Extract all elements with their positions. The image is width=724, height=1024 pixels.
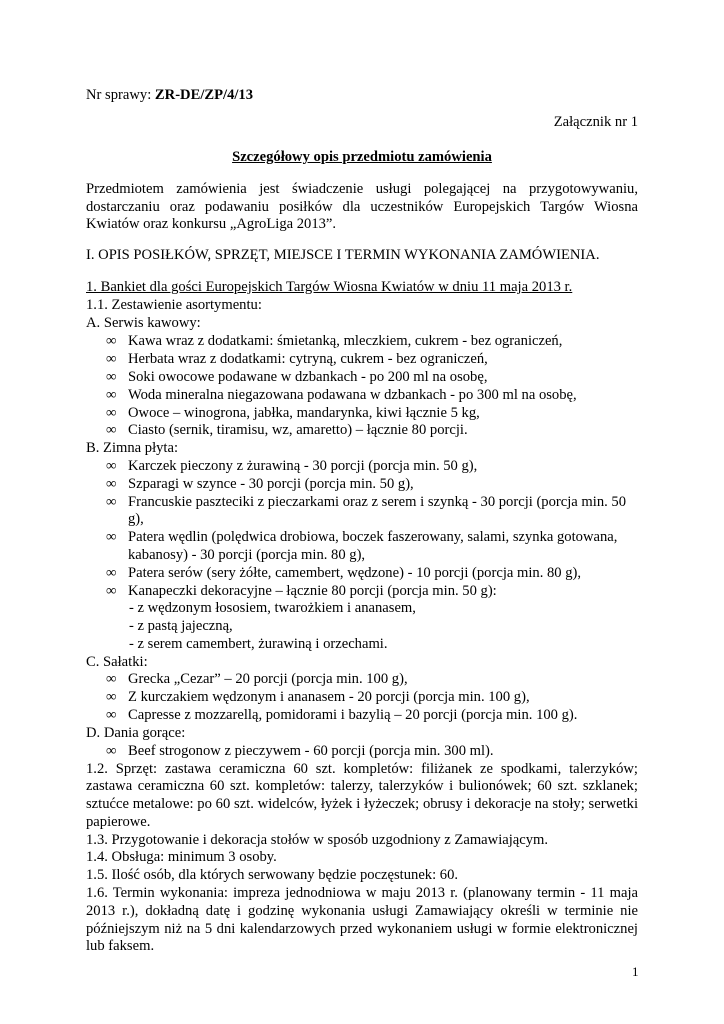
attachment-label: Załącznik nr 1 — [553, 114, 638, 130]
list-item: ∞ Ciasto (sernik, tiramisu, wz, amaretto) – łącznie 80 porcji. — [106, 422, 468, 438]
infinity-bullet-icon: ∞ — [106, 671, 117, 687]
list-item: ∞ Karczek pieczony z żurawiną - 30 porcji (porcja min. 50 g), — [106, 458, 478, 474]
list-item: ∞ Herbata wraz z dodatkami: cytryną, cukrem - bez ograniczeń, — [106, 351, 488, 367]
infinity-bullet-icon: ∞ — [106, 333, 117, 349]
intro-line-2: dostarczaniu oraz podawaniu posiłków dla uczestników Europejskich Targów Wiosna — [86, 199, 638, 215]
list-item: ∞ Capresse z mozzarellą, pomidorami i bazylią – 20 porcji (porcja min. 100 g). — [106, 707, 578, 723]
intro-line-3: Kwiatów oraz konkursu „AgroLiga 2013”. — [86, 216, 337, 232]
infinity-bullet-icon: ∞ — [106, 494, 117, 510]
point-1-2-line-4: papierowe. — [86, 814, 151, 830]
point-1-4: 1.4. Obsługa: minimum 3 osoby. — [86, 849, 277, 865]
infinity-bullet-icon: ∞ — [106, 583, 117, 599]
point-1-6-line-3: późniejszym niż na 5 dni kalendarzowych przed wykonaniem usługi w formie elektronicznej — [86, 921, 638, 937]
intro-line-1: Przedmiotem zamówienia jest świadczenie usługi polegającej na przygotowywaniu, — [86, 181, 638, 197]
infinity-bullet-icon: ∞ — [106, 458, 117, 474]
point-1-6-line-4: lub faksem. — [86, 938, 155, 954]
infinity-bullet-icon: ∞ — [106, 387, 117, 403]
infinity-bullet-icon: ∞ — [106, 565, 117, 581]
point-1-5: 1.5. Ilość osób, dla których serwowany będzie poczęstunek: 60. — [86, 867, 459, 883]
point-1-2-line-2: zastawa ceramiczna 60 szt. kompletów: talerzy, talerzyków i bulionówek; 60 szt. szklanek; — [86, 778, 638, 794]
sub-list-item: - z serem camembert, żurawiną i orzechami. — [129, 636, 388, 652]
list-item: ∞ Szparagi w szynce - 30 porcji (porcja min. 50 g), — [106, 476, 414, 492]
list-item-continuation: g), — [128, 511, 144, 527]
list-item: ∞ Kawa wraz z dodatkami: śmietanką, mleczkiem, cukrem - bez ograniczeń, — [106, 333, 563, 349]
infinity-bullet-icon: ∞ — [106, 707, 117, 723]
list-item: ∞ Z kurczakiem wędzonym i ananasem - 20 porcji (porcja min. 100 g), — [106, 689, 530, 705]
list-item: ∞ Grecka „Cezar” – 20 porcji (porcja min. 100 g), — [106, 671, 408, 687]
infinity-bullet-icon: ∞ — [106, 351, 117, 367]
group-d-title: D. Dania gorące: — [86, 725, 186, 741]
group-a-title: A. Serwis kawowy: — [86, 315, 201, 331]
infinity-bullet-icon: ∞ — [106, 369, 117, 385]
list-item: ∞ Patera serów (sery żółte, camembert, wędzone) - 10 porcji (porcja min. 80 g), — [106, 565, 582, 581]
infinity-bullet-icon: ∞ — [106, 476, 117, 492]
section-heading: I. OPIS POSIŁKÓW, SPRZĘT, MIEJSCE I TERMIN WYKONANIA ZAMÓWIENIA. — [86, 247, 600, 263]
list-item-continuation: kabanosy) - 30 porcji (porcja min. 80 g), — [128, 547, 366, 563]
sub-list-item: - z pastą jajeczną, — [129, 618, 233, 634]
infinity-bullet-icon: ∞ — [106, 405, 117, 421]
list-item: ∞ Woda mineralna niegazowana podawana w dzbankach - po 300 ml na osobę, — [106, 387, 577, 403]
list-item: ∞ Owoce – winogrona, jabłka, mandarynka, kiwi łącznie 5 kg, — [106, 405, 480, 421]
sub-list-item: - z wędzonym łososiem, twarożkiem i ananasem, — [129, 600, 416, 616]
case-number-line — [86, 86, 253, 104]
assortment-heading: 1.1. Zestawienie asortymentu: — [86, 297, 262, 313]
infinity-bullet-icon: ∞ — [106, 743, 117, 759]
list-item: ∞ Patera wędlin (polędwica drobiowa, boczek faszerowany, salami, szynka gotowana, — [106, 529, 618, 545]
case-number: ZR-DE/ZP/4/13 — [154, 87, 254, 103]
document-page — [86, 0, 638, 1024]
list-item: ∞ Beef strogonow z pieczywem - 60 porcji (porcja min. 300 ml). — [106, 743, 494, 759]
subsection-heading: 1. Bankiet dla gości Europejskich Targów Wiosna Kwiatów w dniu 11 maja 2013 r. — [86, 279, 573, 295]
infinity-bullet-icon: ∞ — [106, 689, 117, 705]
point-1-2-line-1: 1.2. Sprzęt: zastawa ceramiczna 60 szt. kompletów: filiżanek ze spodkami, talerzyków; — [86, 761, 638, 777]
list-item: ∞ Kanapeczki dekoracyjne – łącznie 80 porcji (porcja min. 50 g): — [106, 583, 497, 599]
infinity-bullet-icon: ∞ — [106, 529, 117, 545]
list-item: ∞ Soki owocowe podawane w dzbankach - po 200 ml na osobę, — [106, 369, 488, 385]
point-1-6-line-1: 1.6. Termin wykonania: impreza jednodniowa w maju 2013 r. (planowany termin - 11 maja — [86, 885, 638, 901]
list-item: ∞ Francuskie paszteciki z pieczarkami oraz z serem i szynką - 30 porcji (porcja min. 50 — [106, 494, 627, 510]
point-1-6-line-2: 2013 r.), dokładną datę i godzinę wykonania usługi Zamawiający określi w terminie nie — [86, 903, 638, 919]
point-1-2-line-3: sztućce metalowe: po 60 szt. widelców, łyżek i łyżeczek; obrusy i dekoracje na stoły; serwetki — [86, 796, 638, 812]
group-c-title: C. Sałatki: — [86, 654, 148, 670]
point-1-3: 1.3. Przygotowanie i dekoracja stołów w sposób uzgodniony z Zamawiającym. — [86, 832, 549, 848]
document-title: Szczegółowy opis przedmiotu zamówienia — [232, 149, 492, 165]
group-b-title: B. Zimna płyta: — [86, 440, 179, 456]
infinity-bullet-icon: ∞ — [106, 422, 117, 438]
case-number-label: Nr sprawy: — [86, 87, 152, 103]
page-number: 1 — [632, 964, 639, 979]
